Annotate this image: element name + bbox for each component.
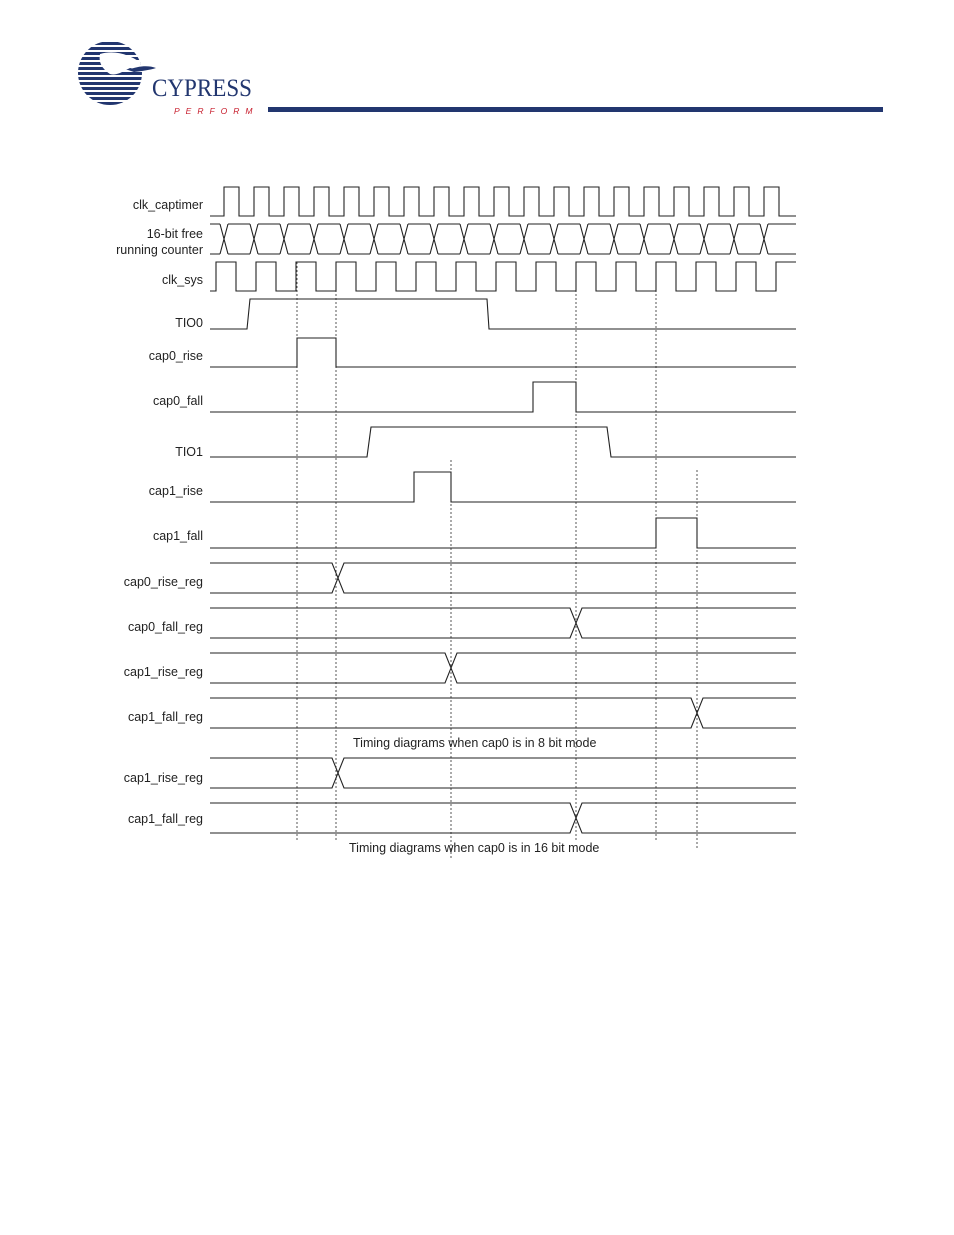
label-cap1-fall: cap1_fall [152,529,203,543]
brand-name: CYPRESS [152,75,252,102]
wave-tio0 [210,299,796,329]
wave-cap1-fall [210,518,796,548]
label-tio0: TIO0 [175,316,203,330]
label-counter-line2: running counter [116,243,203,257]
wave-clk-captimer [210,187,796,216]
wave-cap0-fall [210,382,796,412]
label-counter-line1: 16-bit free [146,227,203,241]
caption-16bit-mode: Timing diagrams when cap0 is in 16 bit mode [349,841,600,855]
label-cap1-rise-reg: cap1_rise_reg [123,665,203,679]
label-cap1-rise-reg-16: cap1_rise_reg [123,771,203,785]
wave-tio1 [210,427,796,457]
label-cap0-rise: cap0_rise [148,349,203,363]
label-cap0-fall: cap0_fall [152,394,203,408]
label-cap1-fall-reg-16: cap1_fall_reg [127,812,203,826]
brand-tagline: PERFORM [174,106,259,116]
wave-registers [210,563,796,833]
caption-8bit-mode: Timing diagrams when cap0 is in 8 bit mode [353,736,597,750]
timing-guides [297,262,697,860]
label-clk-sys: clk_sys [162,273,203,287]
label-clk-captimer: clk_captimer [132,198,203,212]
wave-cap0-rise [210,338,796,367]
label-cap0-fall-reg: cap0_fall_reg [127,620,203,634]
wave-cap1-rise [210,472,796,502]
label-tio1: TIO1 [175,445,203,459]
wave-counter [210,224,796,254]
label-cap1-rise: cap1_rise [148,484,203,498]
label-cap0-rise-reg: cap0_rise_reg [123,575,203,589]
wave-clk-sys [210,262,796,291]
label-cap1-fall-reg: cap1_fall_reg [127,710,203,724]
